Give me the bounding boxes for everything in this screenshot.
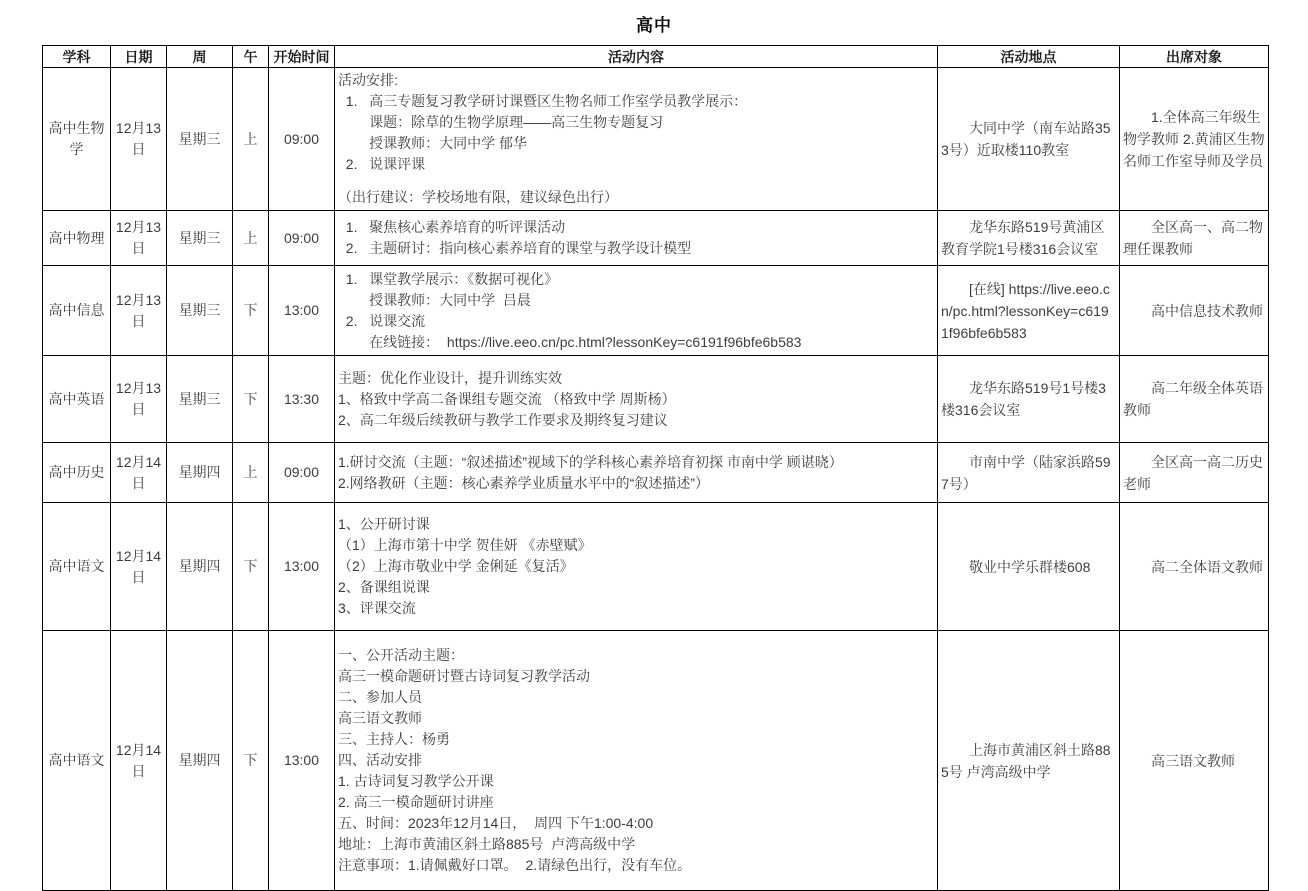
start-time-cell: 09:00 [269, 443, 335, 503]
content-line: 1、公开研讨课 [338, 516, 430, 532]
ampm-cell: 下 [233, 503, 269, 631]
date-cell: 12月13日 [111, 266, 167, 356]
subject-cell: 高中语文 [43, 631, 111, 891]
date-cell: 12月14日 [111, 503, 167, 631]
location-text: 大同中学（南车站路353号）近取楼110教室 [941, 120, 1111, 158]
subject-cell: 高中生物学 [43, 68, 111, 211]
start-time-cell: 13:00 [269, 266, 335, 356]
start-time-cell: 13:00 [269, 631, 335, 891]
activity-content-cell [335, 503, 938, 631]
ampm-cell: 下 [233, 266, 269, 356]
content-line: 3、评课交流 [338, 600, 416, 616]
page-title: 高中 [636, 16, 672, 35]
column-header-6: 活动地点 [938, 46, 1120, 68]
location-text: 龙华东路519号1号楼3楼316会议室 [941, 380, 1106, 418]
content-line: 在线链接： https://live.eeo.cn/pc.html?lessonKey=c6191f96bfe6b583 [338, 333, 802, 350]
content-line: 注意事项：1.请佩戴好口罩。 2.请绿色出行，没有车位。 [338, 857, 692, 873]
ampm-cell: 上 [233, 68, 269, 211]
activity-content-cell [335, 356, 938, 443]
ampm-cell: 下 [233, 356, 269, 443]
activity-content-cell [335, 211, 938, 266]
column-header-3: 午 [233, 46, 269, 68]
attendees-cell [1120, 631, 1269, 891]
subject-cell: 高中语文 [43, 503, 111, 631]
location-text: 市南中学（陆家浜路597号） [941, 453, 1111, 492]
activity-content-cell [335, 266, 938, 356]
content-line: 高三一模命题研讨暨古诗词复习教学活动 [338, 668, 590, 684]
week-cell: 星期三 [167, 266, 233, 356]
content-line: 四、活动安排 [338, 752, 422, 768]
table-row [43, 356, 1269, 443]
content-line: 1. 聚焦核心素养培育的听评课活动 [338, 219, 566, 235]
column-header-2: 周 [167, 46, 233, 68]
table-row [43, 211, 1269, 266]
week-cell: 星期四 [167, 503, 233, 631]
content-line: 2. 说课评课 [338, 156, 426, 172]
attendees-text: 高二年级全体英语教师 [1123, 380, 1263, 418]
attendees-cell [1120, 211, 1269, 266]
activity-location-cell [938, 356, 1120, 443]
content-line: 高三语文教师 [338, 710, 422, 726]
content-line: 1. 高三专题复习教学研讨课暨区生物名师工作室学员教学展示： [338, 93, 748, 109]
content-line: 二、参加人员 [338, 689, 422, 705]
location-text: 敬业中学乐群楼608 [969, 558, 1091, 575]
subject-cell: 高中物理 [43, 211, 111, 266]
attendees-text: 高二全体语文教师 [1151, 558, 1263, 575]
content-line: 2、高二年级后续教研与教学工作要求及期终复习建议 [338, 411, 668, 428]
column-header-1: 日期 [111, 46, 167, 68]
start-time-cell: 13:30 [269, 356, 335, 443]
attendees-cell [1120, 356, 1269, 443]
activity-location-cell [938, 443, 1120, 503]
column-header-0: 学科 [43, 46, 111, 68]
attendees-cell [1120, 503, 1269, 631]
content-line: 活动安排: [338, 72, 398, 88]
date-cell: 12月14日 [111, 631, 167, 891]
week-cell: 星期三 [167, 68, 233, 211]
attendees-text: 全区高一、高二物理任课教师 [1123, 219, 1263, 257]
week-cell: 星期四 [167, 631, 233, 891]
attendees-text: 全区高一高二历史老师 [1123, 453, 1263, 492]
table-row [43, 266, 1269, 356]
date-cell: 12月13日 [111, 68, 167, 211]
attendees-cell [1120, 266, 1269, 356]
activity-location-cell [938, 211, 1120, 266]
date-cell: 12月13日 [111, 211, 167, 266]
content-line: 2. 高三一模命题研讨讲座 [338, 794, 494, 810]
activity-location-cell [938, 68, 1120, 211]
activity-location-cell [938, 503, 1120, 631]
start-time-cell: 13:00 [269, 503, 335, 631]
start-time-cell: 09:00 [269, 211, 335, 266]
content-line: 1、格致中学高二备课组专题交流 （格致中学 周斯杨） [338, 390, 676, 407]
content-line: 1.研讨交流（主题：“叙述描述”视域下的学科核心素养培育初探 市南中学 顾谌晓） [338, 453, 843, 470]
date-cell: 12月13日 [111, 356, 167, 443]
activity-location-cell [938, 266, 1120, 356]
content-line: 主题：优化作业设计，提升训练实效 [338, 369, 562, 386]
activity-content-cell [335, 68, 938, 211]
table-row [43, 443, 1269, 503]
content-line: 2.网络教研（主题：核心素养学业质量水平中的“叙述描述”） [338, 474, 709, 491]
table-row [43, 503, 1269, 631]
content-line: 一、公开活动主题： [338, 647, 464, 663]
content-line: 三、主持人：杨勇 [338, 731, 450, 747]
header-row [43, 46, 1269, 68]
subject-cell: 高中历史 [43, 443, 111, 503]
schedule-table [42, 45, 1269, 891]
ampm-cell: 上 [233, 211, 269, 266]
column-header-4: 开始时间 [269, 46, 335, 68]
week-cell: 星期三 [167, 211, 233, 266]
attendees-text: 高中信息技术教师 [1151, 302, 1263, 319]
content-line: 2、备课组说课 [338, 579, 430, 595]
date-cell: 12月14日 [111, 443, 167, 503]
attendees-cell [1120, 68, 1269, 211]
content-line: 2. 说课交流 [338, 312, 426, 329]
location-text: [在线] https://live.eeo.cn/pc.html?lessonKey=c6191f96bfe6b583 [941, 280, 1110, 341]
content-line: 课题：除草的生物学原理——高三生物专题复习 [338, 114, 664, 130]
subject-cell: 高中英语 [43, 356, 111, 443]
activity-location-cell [938, 631, 1120, 891]
location-text: 龙华东路519号黄浦区教育学院1号楼316会议室 [941, 219, 1105, 257]
content-line: 1. 课堂教学展示：《数据可视化》 [338, 270, 559, 287]
week-cell: 星期四 [167, 443, 233, 503]
content-line: （出行建议：学校场地有限，建议绿色出行） [338, 189, 618, 205]
column-header-7: 出席对象 [1120, 46, 1269, 68]
subject-cell: 高中信息 [43, 266, 111, 356]
content-line: 2. 主题研讨：指向核心素养培育的课堂与教学设计模型 [338, 240, 692, 256]
ampm-cell: 下 [233, 631, 269, 891]
column-header-5: 活动内容 [335, 46, 938, 68]
activity-content-cell [335, 443, 938, 503]
content-line: 五、时间：2023年12月14日， 周四 下午1:00-4:00 [338, 815, 654, 831]
content-line [338, 175, 934, 187]
activity-content-cell [335, 631, 938, 891]
content-line: 授课教师：大同中学 吕晨 [338, 291, 531, 308]
content-line: （1）上海市第十中学 贺佳妍 《赤壁赋》 [338, 537, 592, 553]
location-text: 上海市黄浦区斜土路885号 卢湾高级中学 [941, 741, 1111, 780]
attendees-text: 1.全体高三年级生物学教师 2.黄浦区生物名师工作室导师及学员 [1123, 109, 1265, 169]
table-row [43, 68, 1269, 211]
content-line: （2）上海市敬业中学 金俐延《复活》 [338, 558, 574, 574]
content-line: 地址：上海市黄浦区斜土路885号 卢湾高级中学 [338, 836, 636, 852]
week-cell: 星期三 [167, 356, 233, 443]
ampm-cell: 上 [233, 443, 269, 503]
content-line: 授课教师：大同中学 郁华 [338, 135, 528, 151]
table-row [43, 631, 1269, 891]
attendees-text: 高三语文教师 [1151, 752, 1235, 769]
content-line: 1. 古诗词复习教学公开课 [338, 773, 494, 789]
start-time-cell: 09:00 [269, 68, 335, 211]
attendees-cell [1120, 443, 1269, 503]
